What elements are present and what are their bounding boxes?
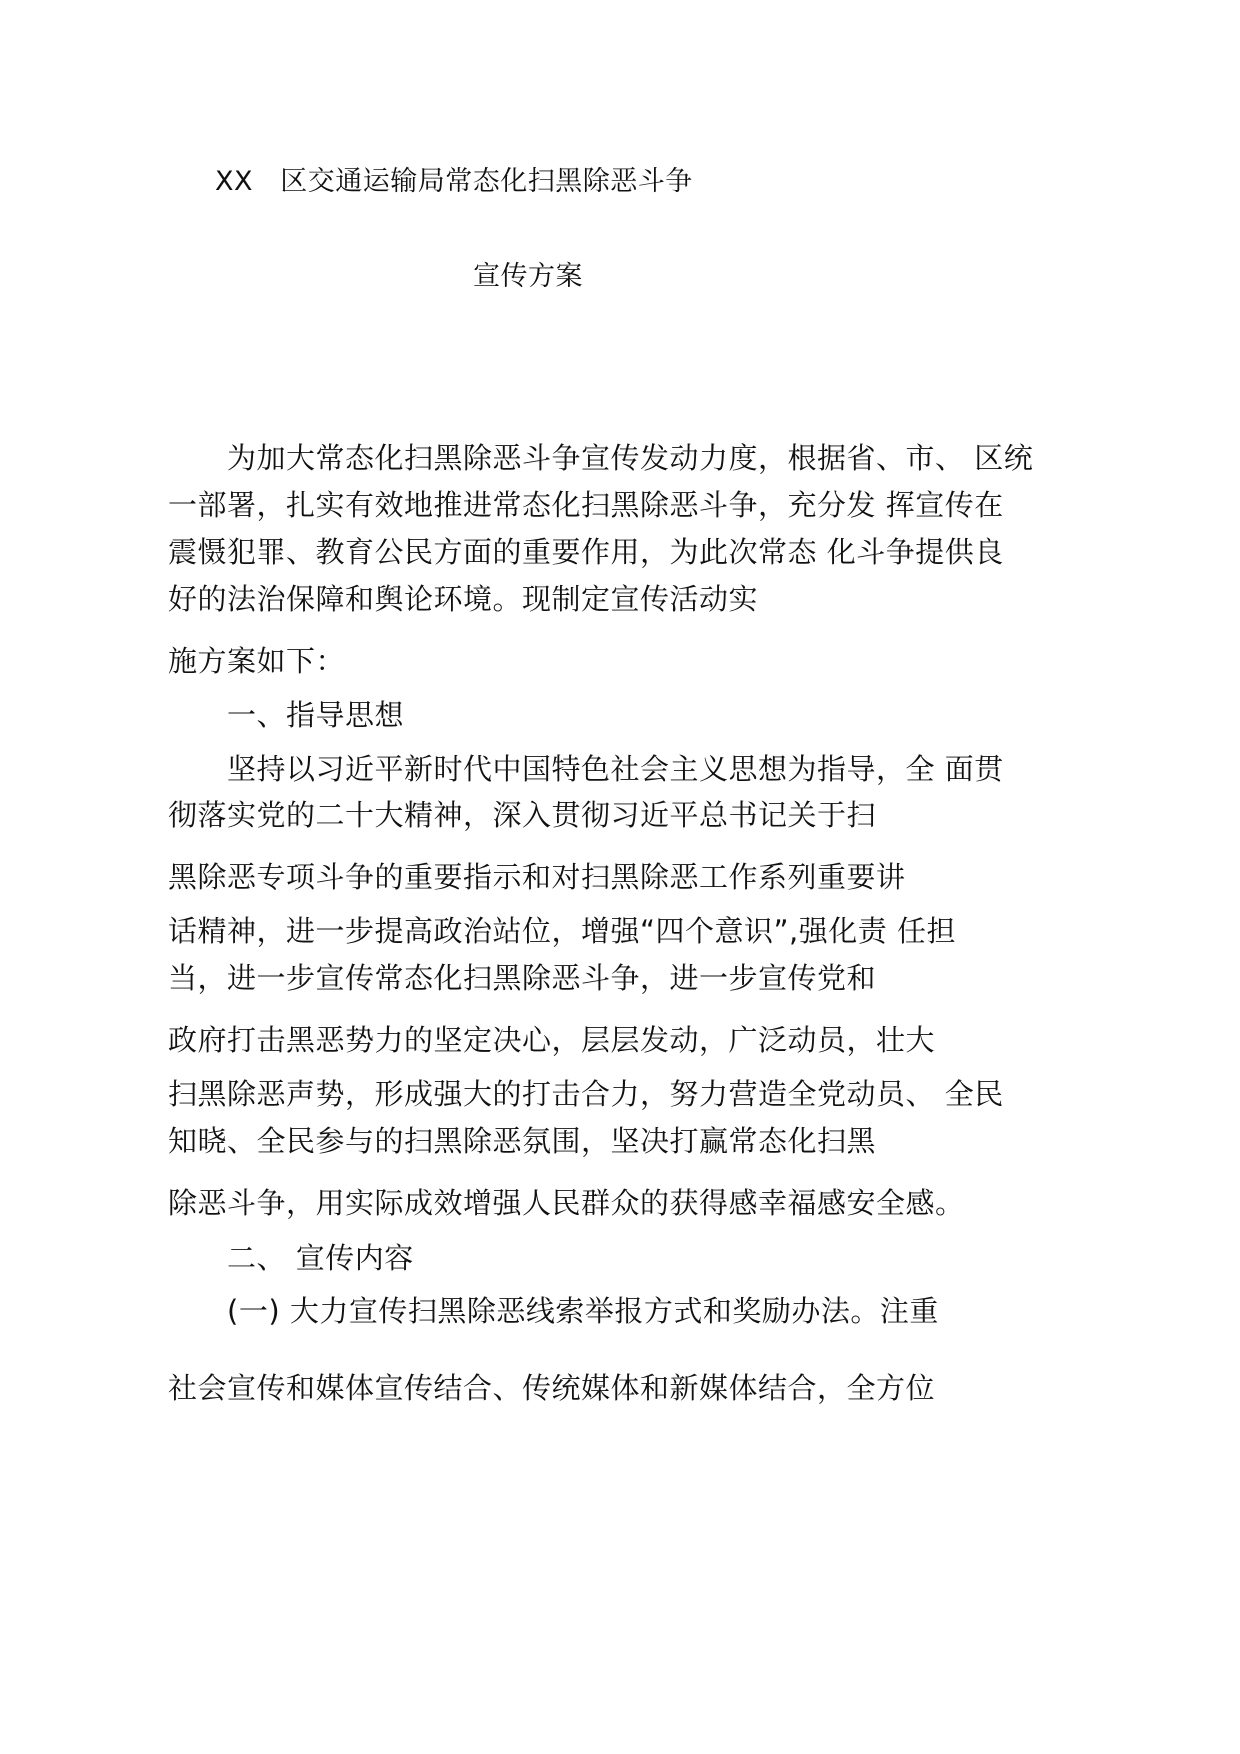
paragraph-line: 社会宣传和媒体宣传结合、传统媒体和新媒体结合，全方位	[168, 1371, 936, 1405]
paragraph-line: 话精神，进一步提高政治站位，增强“四个意识”,强化责 任担	[168, 914, 956, 948]
section-heading: 二、 宣传内容	[227, 1241, 414, 1275]
paragraph-line: (一) 大力宣传扫黑除恶线索举报方式和奖励办法。注重	[227, 1294, 939, 1328]
paragraph-line: 好的法治保障和舆论环境。现制定宣传活动实	[168, 582, 759, 616]
paragraph-line: 黑除恶专项斗争的重要指示和对扫黑除恶工作系列重要讲	[168, 860, 906, 894]
paragraph-line: 施方案如下：	[168, 644, 346, 678]
paragraph-line: 坚持以习近平新时代中国特色社会主义思想为指导，全 面贯	[227, 752, 1004, 786]
paragraph-line: 彻落实党的二十大精神，深入贯彻习近平总书记关于扫	[168, 798, 877, 832]
paragraph-line: 扫黑除恶声势，形成强大的打击合力，努力营造全党动员、 全民	[168, 1077, 1004, 1111]
paragraph-line: 当，进一步宣传常态化扫黑除恶斗争，进一步宣传党和	[168, 961, 877, 995]
paragraph-line: 震慑犯罪、教育公民方面的重要作用，为此次常态 化斗争提供良	[168, 535, 1004, 569]
paragraph-line: 知晓、全民参与的扫黑除恶氛围，坚决打赢常态化扫黑	[168, 1124, 877, 1158]
paragraph-line: 为加大常态化扫黑除恶斗争宣传发动力度，根据省、市、 区统	[227, 441, 1034, 475]
document-subtitle: 宣传方案	[473, 261, 583, 292]
document-title: XX 区交通运输局常态化扫黑除恶斗争	[215, 166, 693, 197]
paragraph-line: 政府打击黑恶势力的坚定决心，层层发动，广泛动员，壮大	[168, 1023, 936, 1057]
section-heading: 一、指导思想	[227, 698, 405, 732]
paragraph-line: 一部署，扎实有效地推进常态化扫黑除恶斗争，充分发 挥宣传在	[168, 488, 1004, 522]
paragraph-line: 除恶斗争，用实际成效增强人民群众的获得感幸福感安全感。	[168, 1186, 965, 1220]
